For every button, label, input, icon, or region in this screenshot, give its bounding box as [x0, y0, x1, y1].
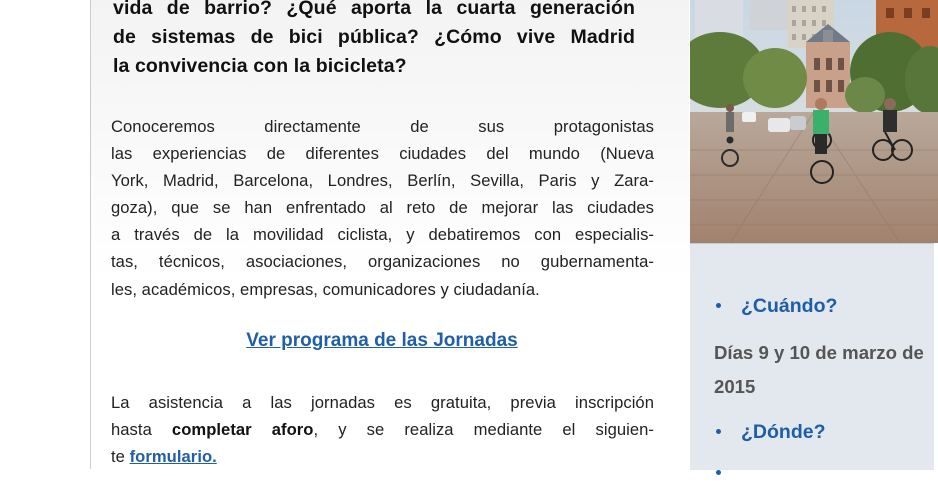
paragraph-line: La asistencia a las jornadas es gratuita, previa inscripción: [111, 393, 654, 412]
paragraph-line: a través de la movilidad ciclista, y debatiremos con especialis-: [111, 225, 654, 245]
intro-paragraph: [111, 113, 654, 303]
attendance-text: te: [111, 447, 130, 467]
paragraph-line: les, académicos, empresas, comunicadores y ciudadanía.: [111, 279, 540, 299]
attendance-paragraph: [111, 389, 654, 470]
question-line: vida de barrio? ¿Qué aporta la cuarta generación: [113, 0, 635, 19]
paragraph-line: [111, 416, 654, 443]
cyclists-plaza-photo: [690, 0, 938, 243]
when-heading: [716, 295, 837, 318]
program-link[interactable]: Ver programa de las Jornadas: [246, 330, 518, 351]
next-item-peek: [716, 462, 741, 485]
attendance-text: hasta: [111, 420, 172, 440]
intro-questions: [113, 0, 635, 81]
where-heading: [716, 421, 825, 444]
bullet-icon: [716, 429, 721, 434]
paragraph-line: goza), que se han enfrentado al reto de mejorar las ciudades: [111, 198, 654, 218]
event-details-box: [690, 243, 934, 470]
when-value: Días 9 y 10 de marzo de 2015: [714, 342, 924, 397]
paragraph-line: tas, técnicos, asociaciones, organizaciones no gubernamenta-: [111, 252, 654, 272]
capacity-emphasis: completar aforo: [171, 420, 314, 440]
when-label: ¿Cuándo?: [741, 295, 838, 317]
page-edge: [934, 243, 938, 469]
attendance-text: , y se realiza mediante el siguien-: [313, 420, 654, 440]
form-link[interactable]: formulario.: [129, 447, 217, 467]
question-line: la convivencia con la bicicleta?: [113, 55, 407, 77]
bullet-icon: [716, 303, 721, 308]
paragraph-line: Conoceremos directamente de sus protagonistas: [111, 117, 654, 136]
question-line: de sistemas de bici pública? ¿Cómo vive Madrid: [113, 26, 635, 48]
bullet-icon: [716, 470, 721, 475]
where-label: ¿Dónde?: [741, 421, 826, 443]
photo-illustration: [690, 0, 938, 243]
paragraph-line: York, Madrid, Barcelona, Londres, Berlín, Sevilla, Paris y Zara-: [111, 171, 654, 191]
paragraph-line: las experiencias de diferentes ciudades del mundo (Nueva: [111, 144, 654, 164]
article-panel: [90, 0, 689, 469]
paragraph-line: [111, 443, 654, 470]
